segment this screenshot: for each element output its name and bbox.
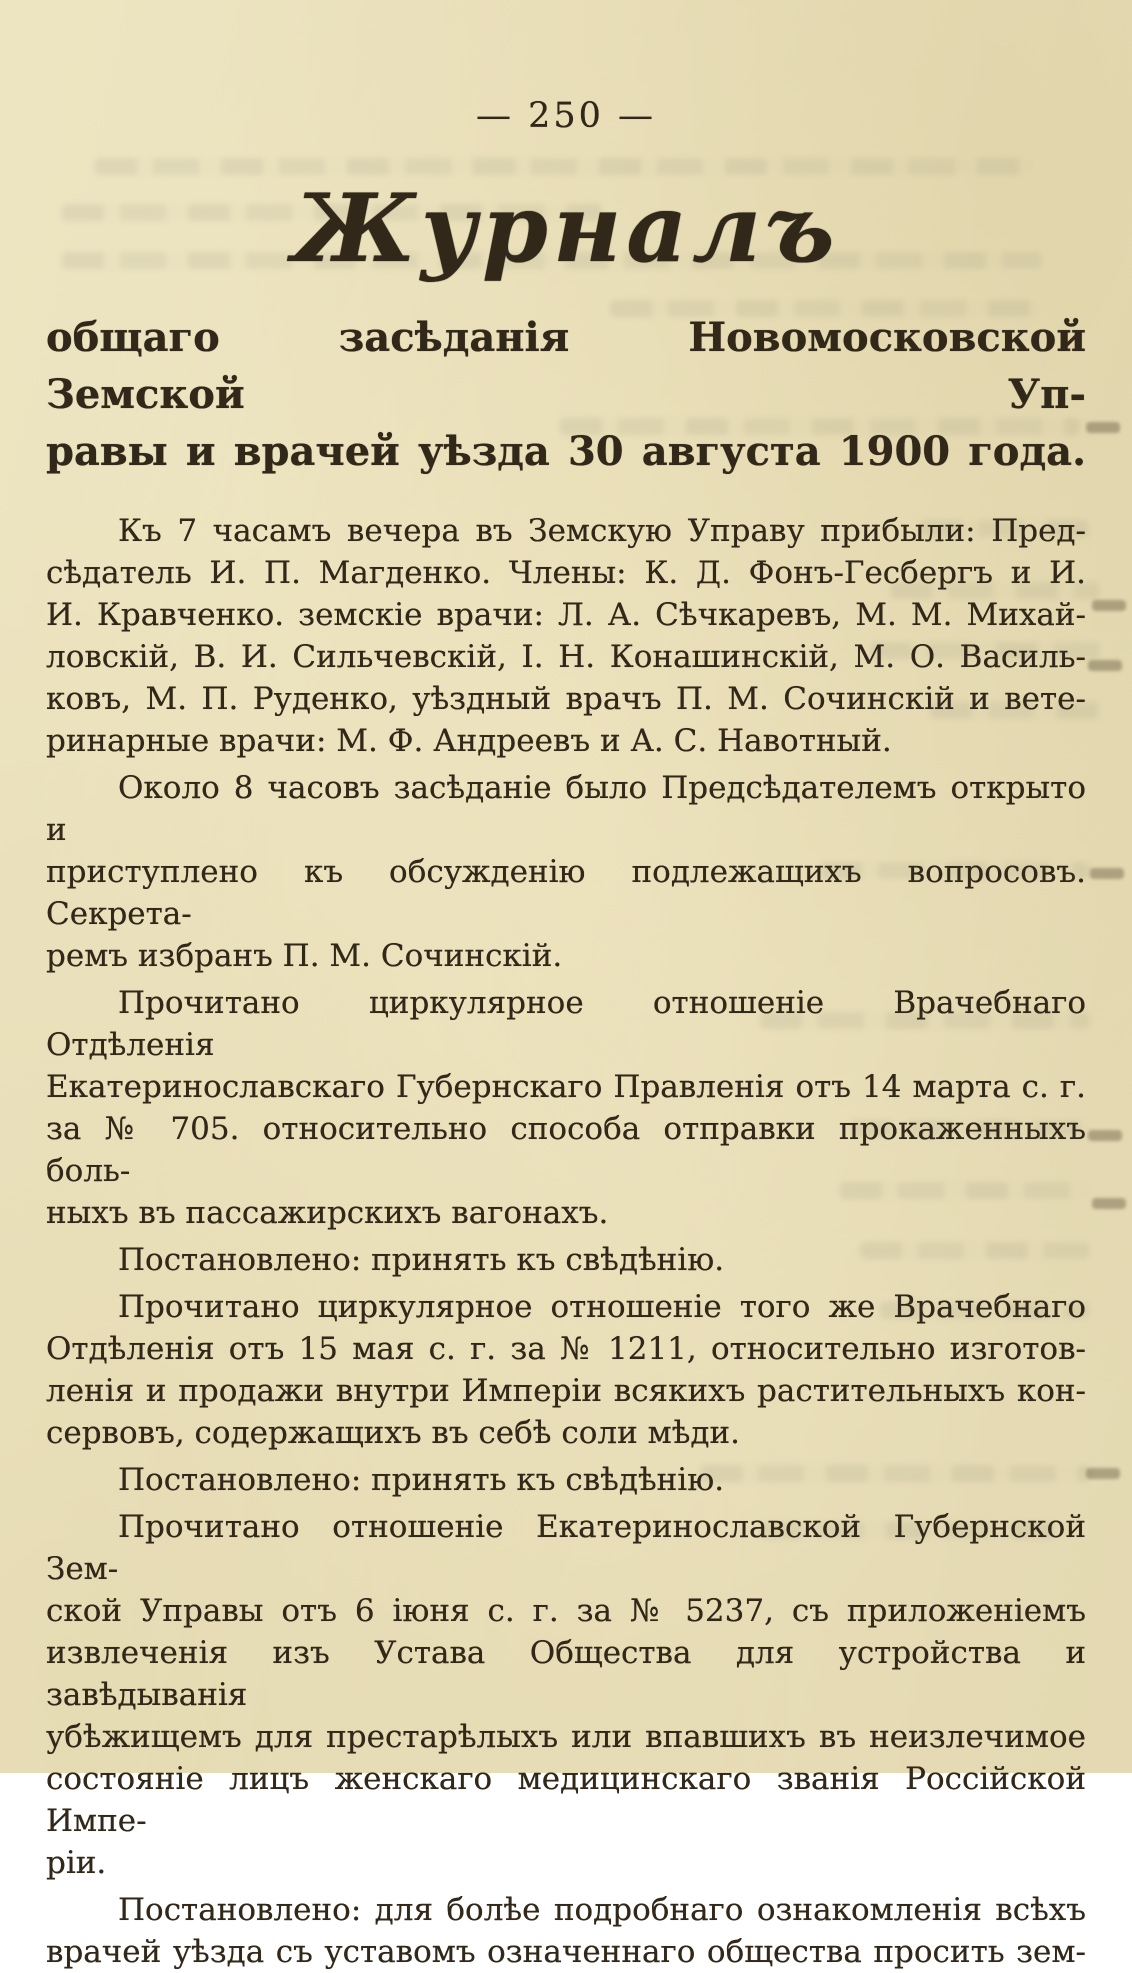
body-paragraph bbox=[46, 510, 1086, 762]
text-line: И. Кравченко. земскіе врачи: Л. А. Сѣчкаревъ, М. М. Михай- bbox=[46, 596, 1086, 633]
text-line: Прочитано циркулярное отношеніе того же Врачебнаго bbox=[118, 1288, 1086, 1325]
text-line: Постановлено: для болѣе подробнаго ознакомленія всѣхъ bbox=[118, 1891, 1086, 1928]
text-line: приступлено къ обсужденію подлежащихъ вопросовъ. Секрета- bbox=[46, 853, 1086, 932]
text-line: Постановлено: принять къ свѣдѣнію. bbox=[118, 1461, 725, 1498]
text-line: врачей уѣзда съ уставомъ означеннаго общества просить зем- bbox=[46, 1933, 1086, 1970]
body-paragraph bbox=[46, 767, 1086, 977]
text-line: за № 705. относительно способа отправки прокаженныхъ боль- bbox=[46, 1110, 1086, 1189]
body-paragraph bbox=[46, 982, 1086, 1234]
text-line: Прочитано циркулярное отношеніе Врачебнаго Отдѣленія bbox=[46, 984, 1086, 1063]
text-line: сѣдатель И. П. Магденко. Члены: К. Д. Фонъ-Гесбергъ и И. bbox=[46, 554, 1086, 591]
text-line: ковъ, М. П. Руденко, уѣздный врачъ П. М. Сочинскій и вете- bbox=[46, 680, 1086, 717]
text-line: извлеченія изъ Устава Общества для устройства и завѣдыванія bbox=[46, 1634, 1086, 1713]
body-paragraph bbox=[46, 1459, 1086, 1501]
text-line: убѣжищемъ для престарѣлыхъ или впавшихъ въ неизлечимое bbox=[46, 1718, 1086, 1755]
body-paragraph bbox=[46, 1239, 1086, 1281]
journal-subtitle-line: общаго засѣданія Новомосковской Земской Уп- bbox=[46, 313, 1086, 418]
text-line: ловскій, В. И. Сильчевскій, І. Н. Конашинскій, М. О. Василь- bbox=[46, 638, 1086, 675]
journal-subtitle-line: равы и врачей уѣзда 30 августа 1900 года. bbox=[46, 427, 1086, 475]
text-line: Отдѣленія отъ 15 мая с. г. за № 1211, относительно изготов- bbox=[46, 1330, 1086, 1367]
text-line: состояніе лицъ женскаго медицинскаго званія Россійской Импе- bbox=[46, 1760, 1086, 1839]
text-line: Прочитано отношеніе Екатеринославской Губернской Зем- bbox=[46, 1508, 1086, 1587]
body-paragraph bbox=[46, 1506, 1086, 1884]
page-number: — 250 — bbox=[475, 96, 657, 136]
text-line: Къ 7 часамъ вечера въ Земскую Управу прибыли: Пред- bbox=[118, 512, 1086, 549]
text-line: ской Управы отъ 6 іюня с. г. за № 5237, съ приложеніемъ bbox=[46, 1592, 1086, 1629]
text-line: сервовъ, содержащихъ въ себѣ соли мѣди. bbox=[46, 1414, 740, 1451]
text-line: ныхъ въ пассажирскихъ вагонахъ. bbox=[46, 1194, 609, 1231]
body-paragraph bbox=[46, 1889, 1086, 1973]
text-line: ремъ избранъ П. М. Сочинскій. bbox=[46, 937, 563, 974]
text-line: ринарные врачи: М. Ф. Андреевъ и А. С. Навотный. bbox=[46, 722, 892, 759]
text-line: Екатеринославскаго Губернскаго Правленія отъ 14 марта с. г. bbox=[46, 1068, 1086, 1105]
body-paragraph bbox=[46, 1286, 1086, 1454]
text-line: ленія и продажи внутри Имперіи всякихъ растительныхъ кон- bbox=[46, 1372, 1086, 1409]
text-line: Постановлено: принять къ свѣдѣнію. bbox=[118, 1241, 725, 1278]
text-line: Около 8 часовъ засѣданіе было Предсѣдателемъ открыто и bbox=[46, 769, 1086, 848]
journal-title: Журналъ bbox=[292, 174, 840, 284]
journal-subtitle bbox=[46, 309, 1086, 480]
text-line: ріи. bbox=[46, 1844, 107, 1881]
document-body bbox=[46, 510, 1086, 1973]
